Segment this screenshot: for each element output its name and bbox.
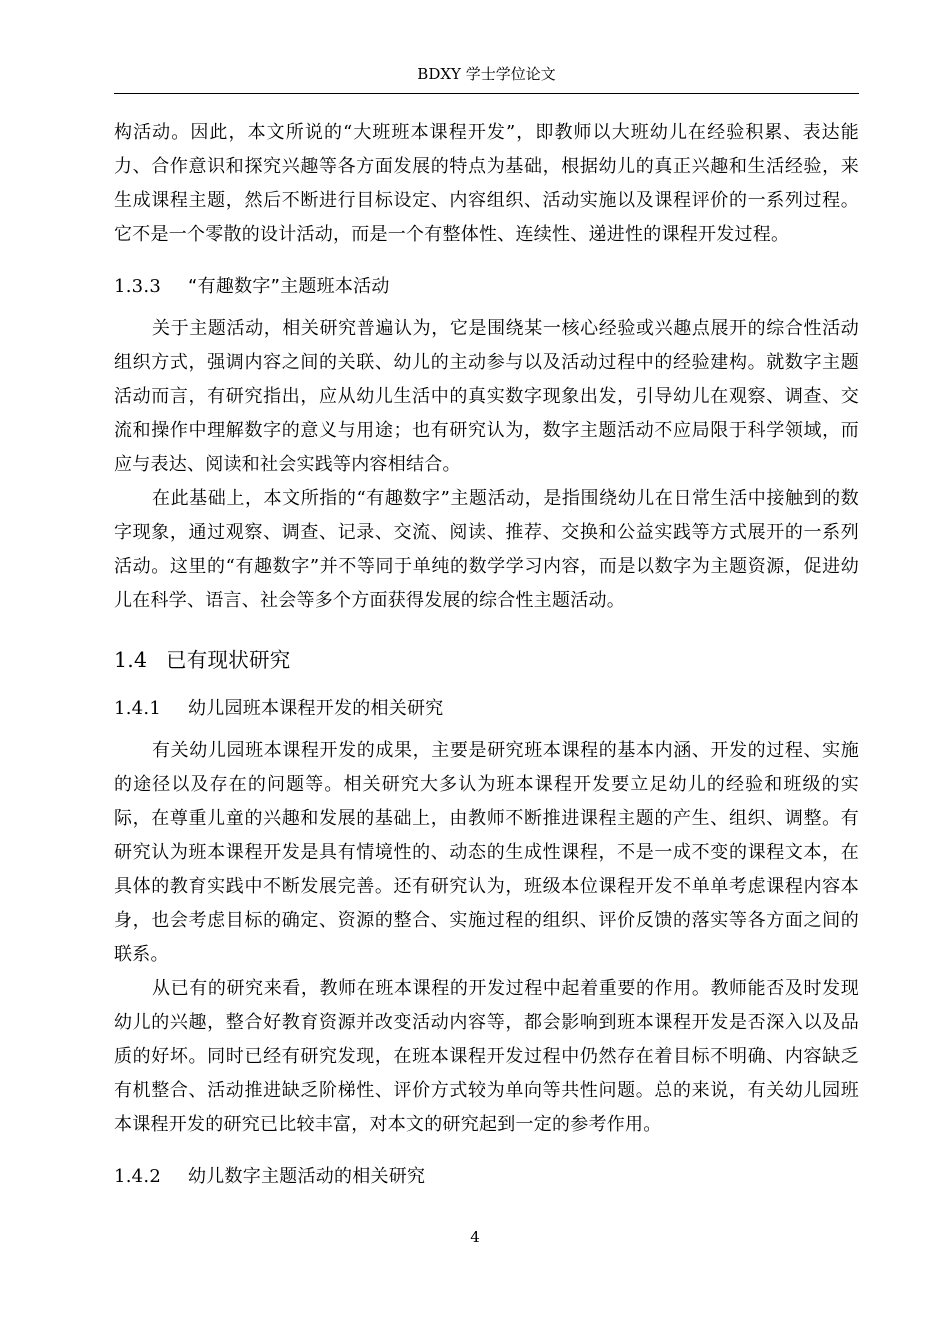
body-text [114,116,859,1194]
heading-title: “有趣数字”主题班本活动 [188,276,390,297]
heading-1-4-1 [114,692,859,726]
heading-number: 1.4.2 [114,1166,162,1187]
paragraph: 有关幼儿园班本课程开发的成果，主要是研究班本课程的基本内涵、开发的过程、实施的途径以及存在的问题等。相关研究大多认为班本课程开发要立足幼儿的经验和班级的实际，在尊重儿童的兴趣和发展的基础上，由教师不断推进课程主题的产生、组织、调整。有研究认为班本课程开发是具有情境性的、动态的生成性课程，不是一成不变的课程文本，在具体的教育实践中不断发展完善。还有研究认为，班级本位课程开发不单单考虑课程内容本身，也会考虑目标的确定、资源的整合、实施过程的组织、评价反馈的落实等各方面之间的联系。 [114,740,859,965]
running-header: BDXY 学士学位论文 [417,65,556,83]
heading-title: 已有现状研究 [166,648,291,672]
heading-number: 1.4 [114,648,148,672]
heading-title: 幼儿园班本课程开发的相关研究 [188,698,444,719]
page-number: 4 [470,1228,480,1246]
paragraph: 从已有的研究来看，教师在班本课程的开发过程中起着重要的作用。教师能否及时发现幼儿的兴趣，整合好教育资源并改变活动内容等，都会影响到班本课程开发是否深入以及品质的好坏。同时已经有研究发现，在班本课程开发过程中仍然存在着目标不明确、内容缺乏有机整合、活动推进缺乏阶梯性、评价方式较为单向等共性问题。总的来说，有关幼儿园班本课程开发的研究已比较丰富，对本文的研究起到一定的参考作用。 [114,978,859,1135]
paragraph-continued: 构活动。因此，本文所说的“大班班本课程开发”，即教师以大班幼儿在经验积累、表达能力、合作意识和探究兴趣等各方面发展的特点为基础，根据幼儿的真正兴趣和生活经验，来生成课程主题，然后不断进行目标设定、内容组织、活动实施以及课程评价的一系列过程。它不是一个零散的设计活动，而是一个有整体性、连续性、递进性的课程开发过程。 [114,122,859,245]
heading-1-3-3 [114,270,859,304]
header-rule [114,93,859,94]
heading-number: 1.3.3 [114,276,162,297]
heading-1-4-2 [114,1160,859,1194]
paragraph: 在此基础上，本文所指的“有趣数字”主题活动，是指围绕幼儿在日常生活中接触到的数字现象，通过观察、调查、记录、交流、阅读、推荐、交换和公益实践等方式展开的一系列活动。这里的“有趣数字”并不等同于单纯的数学学习内容，而是以数字为主题资源，促进幼儿在科学、语言、社会等多个方面获得发展的综合性主题活动。 [114,488,859,611]
heading-1-4 [114,642,859,678]
heading-title: 幼儿数字主题活动的相关研究 [188,1166,426,1187]
heading-number: 1.4.1 [114,698,162,719]
paragraph: 关于主题活动，相关研究普遍认为，它是围绕某一核心经验或兴趣点展开的综合性活动组织方式，强调内容之间的关联、幼儿的主动参与以及活动过程中的经验建构。就数字主题活动而言，有研究指出，应从幼儿生活中的真实数字现象出发，引导幼儿在观察、调查、交流和操作中理解数字的意义与用途；也有研究认为，数字主题活动不应局限于科学领域，而应与表达、阅读和社会实践等内容相结合。 [114,318,859,475]
